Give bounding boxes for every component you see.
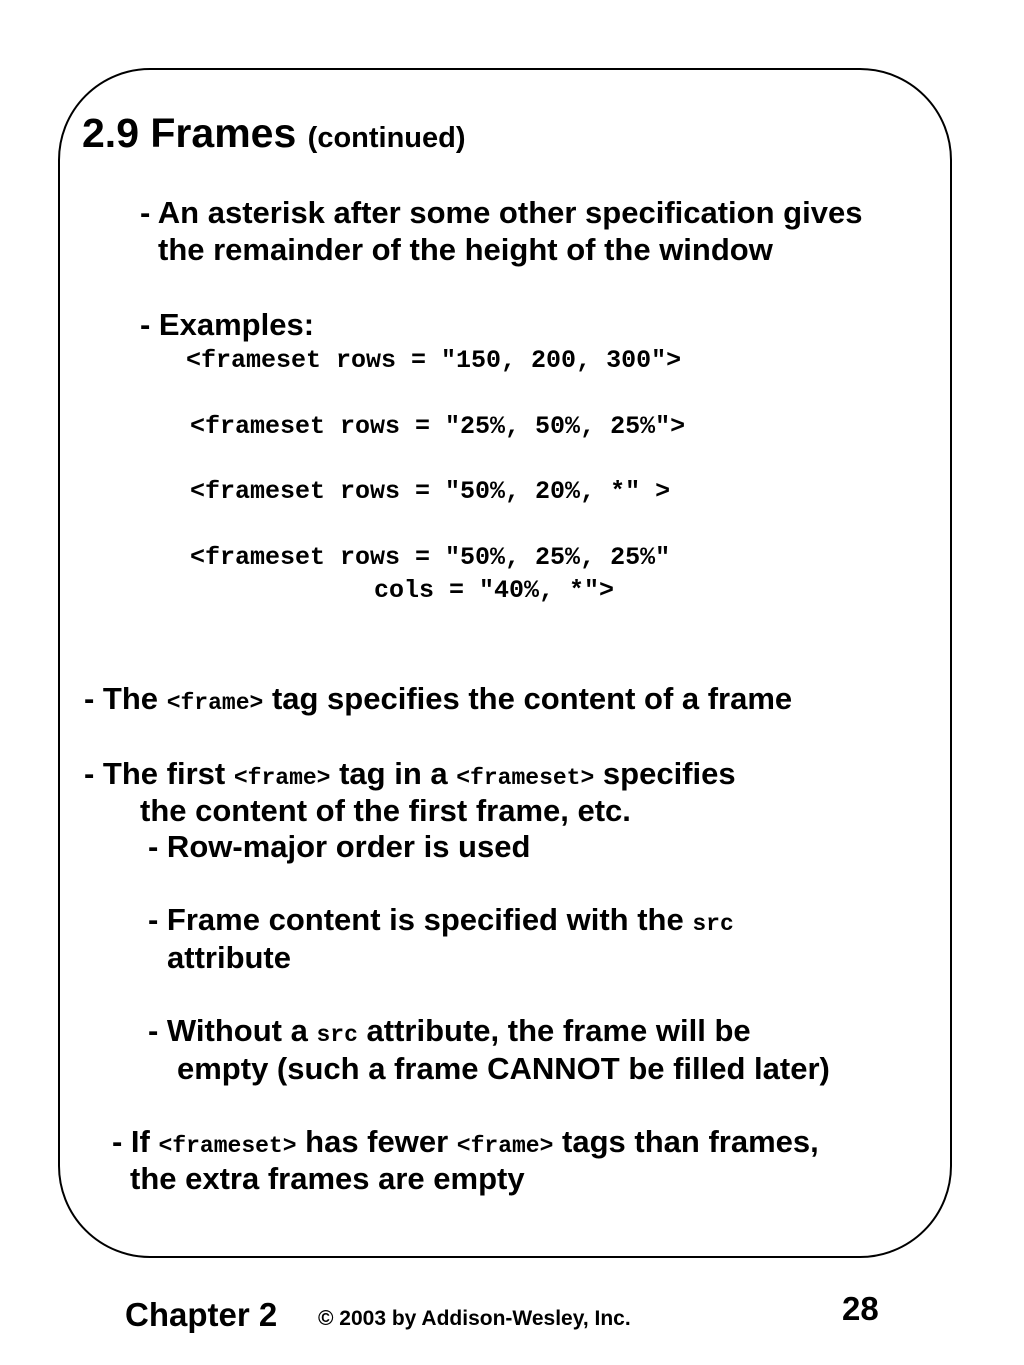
bullet-without-src-line1: - Without a src attribute, the frame will be bbox=[148, 1013, 751, 1048]
bullet-row-major: - Row-major order is used bbox=[148, 829, 531, 864]
examples-label: - Examples: bbox=[140, 307, 315, 342]
bullet-first-frame-line1: - The first <frame> tag in a <frameset> specifies bbox=[84, 756, 736, 791]
code-example-3: <frameset rows = "50%, 20%, *" > bbox=[190, 477, 671, 506]
code-example-4-cols: cols = "40%, *"> bbox=[374, 576, 615, 605]
frameset-tag-code: <frameset> bbox=[456, 765, 595, 791]
title-text: 2.9 Frames bbox=[82, 110, 297, 156]
title-suffix: (continued) bbox=[307, 122, 466, 154]
frameset-tag-code: <frameset> bbox=[158, 1133, 297, 1159]
src-code: src bbox=[316, 1022, 358, 1048]
bullet-src-line1: - Frame content is specified with the src bbox=[148, 902, 734, 937]
code-example-4: <frameset rows = "50%, 25%, 25%" bbox=[190, 543, 671, 572]
slide-title bbox=[82, 110, 466, 161]
code-example-2: <frameset rows = "25%, 50%, 25%"> bbox=[190, 412, 686, 441]
src-code: src bbox=[692, 911, 734, 937]
frame-tag-code: <frame> bbox=[456, 1133, 554, 1159]
footer-chapter: Chapter 2 bbox=[125, 1296, 278, 1333]
footer-copyright: © 2003 by Addison-Wesley, Inc. bbox=[318, 1307, 631, 1330]
page-number: 28 bbox=[842, 1290, 879, 1327]
bullet-frame-tag: - The <frame> tag specifies the content of a frame bbox=[84, 681, 793, 716]
bullet-asterisk-line1: - An asterisk after some other specification gives bbox=[140, 195, 863, 230]
bullet-src-line2: attribute bbox=[167, 940, 291, 975]
bullet-fewer-frames-line2: the extra frames are empty bbox=[130, 1161, 525, 1196]
code-example-1: <frameset rows = "150, 200, 300"> bbox=[186, 346, 682, 375]
bullet-asterisk-line2: the remainder of the height of the window bbox=[158, 232, 773, 267]
bullet-without-src-line2: empty (such a frame CANNOT be filled later) bbox=[177, 1051, 830, 1086]
frame-tag-code: <frame> bbox=[233, 765, 331, 791]
bullet-first-frame-line2: the content of the first frame, etc. bbox=[140, 793, 631, 828]
bullet-fewer-frames-line1: - If <frameset> has fewer <frame> tags than frames, bbox=[112, 1124, 819, 1159]
frame-tag-code: <frame> bbox=[166, 690, 264, 716]
